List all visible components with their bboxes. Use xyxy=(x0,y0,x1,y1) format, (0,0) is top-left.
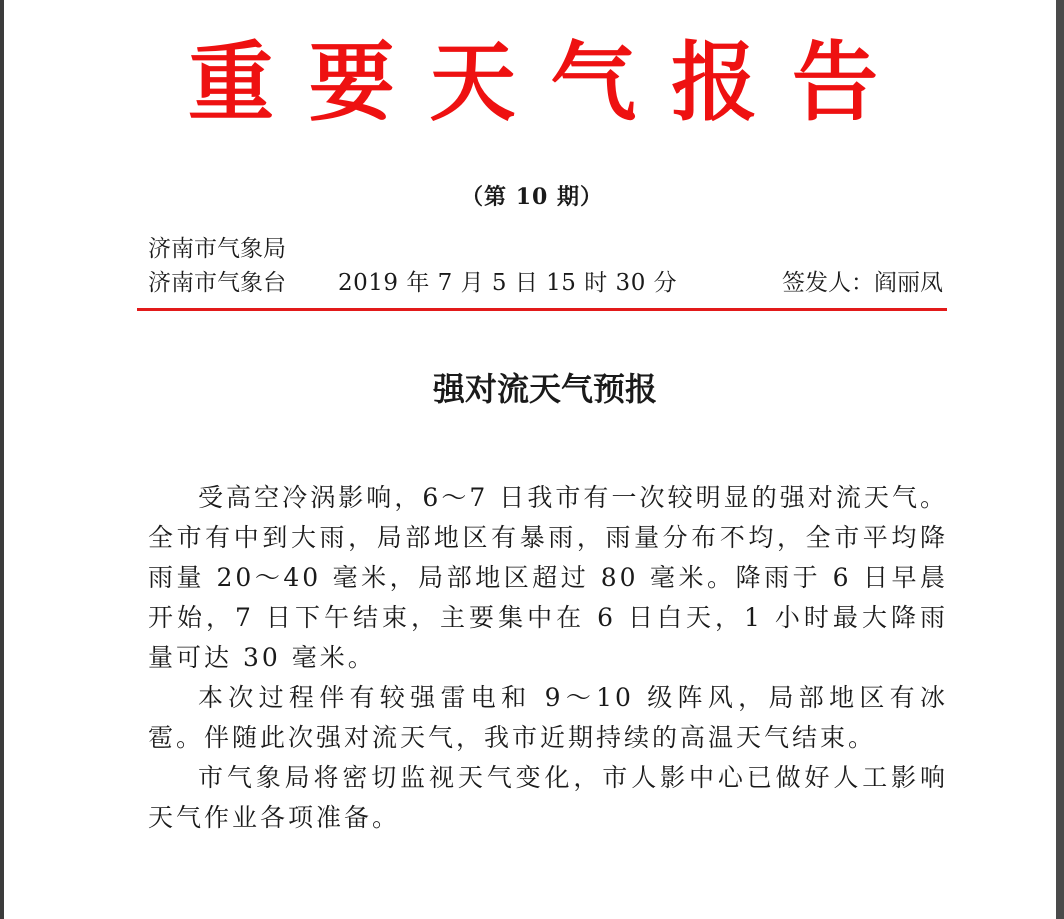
body-paragraph: 本次过程伴有较强雷电和 9～10 级阵风，局部地区有冰雹。伴随此次强对流天气，我市近期持续的高温天气结束。 xyxy=(148,683,948,752)
masthead-char: 要 xyxy=(308,32,395,133)
masthead-char: 重 xyxy=(188,32,274,133)
issuer-signer: 签发人：阎丽凤 xyxy=(782,270,943,296)
report-masthead xyxy=(188,28,878,138)
document-title: 强对流天气预报 xyxy=(432,370,657,408)
masthead-char: 告 xyxy=(791,32,878,133)
issuer-org-observatory: 济南市气象台 xyxy=(148,270,286,296)
left-page-edge xyxy=(0,0,4,919)
report-body xyxy=(148,478,948,838)
right-page-edge xyxy=(1056,0,1064,919)
masthead-char: 报 xyxy=(671,32,758,133)
issue-datetime: 2019 年 7 月 5 日 15 时 30 分 xyxy=(338,270,678,296)
body-paragraph: 受高空冷涡影响，6～7 日我市有一次较明显的强对流天气。全市有中到大雨，局部地区有暴雨，雨量分布不均，全市平均降雨量 20～40 毫米，局部地区超过 80 毫米。降雨于 6 日早晨开始，7 日下午结束，主要集中在 6 日白天，1 小时最大降雨量可达 30 毫米。 xyxy=(148,483,948,672)
red-divider-rule xyxy=(137,308,947,311)
issuer-info-row xyxy=(148,268,943,298)
issue-number: （第 10 期） xyxy=(461,184,603,210)
body-paragraph: 市气象局将密切监视天气变化，市人影中心已做好人工影响天气作业各项准备。 xyxy=(148,763,948,832)
masthead-char: 气 xyxy=(550,32,637,133)
masthead-char: 天 xyxy=(429,32,516,133)
issuer-org-bureau: 济南市气象局 xyxy=(148,236,286,262)
